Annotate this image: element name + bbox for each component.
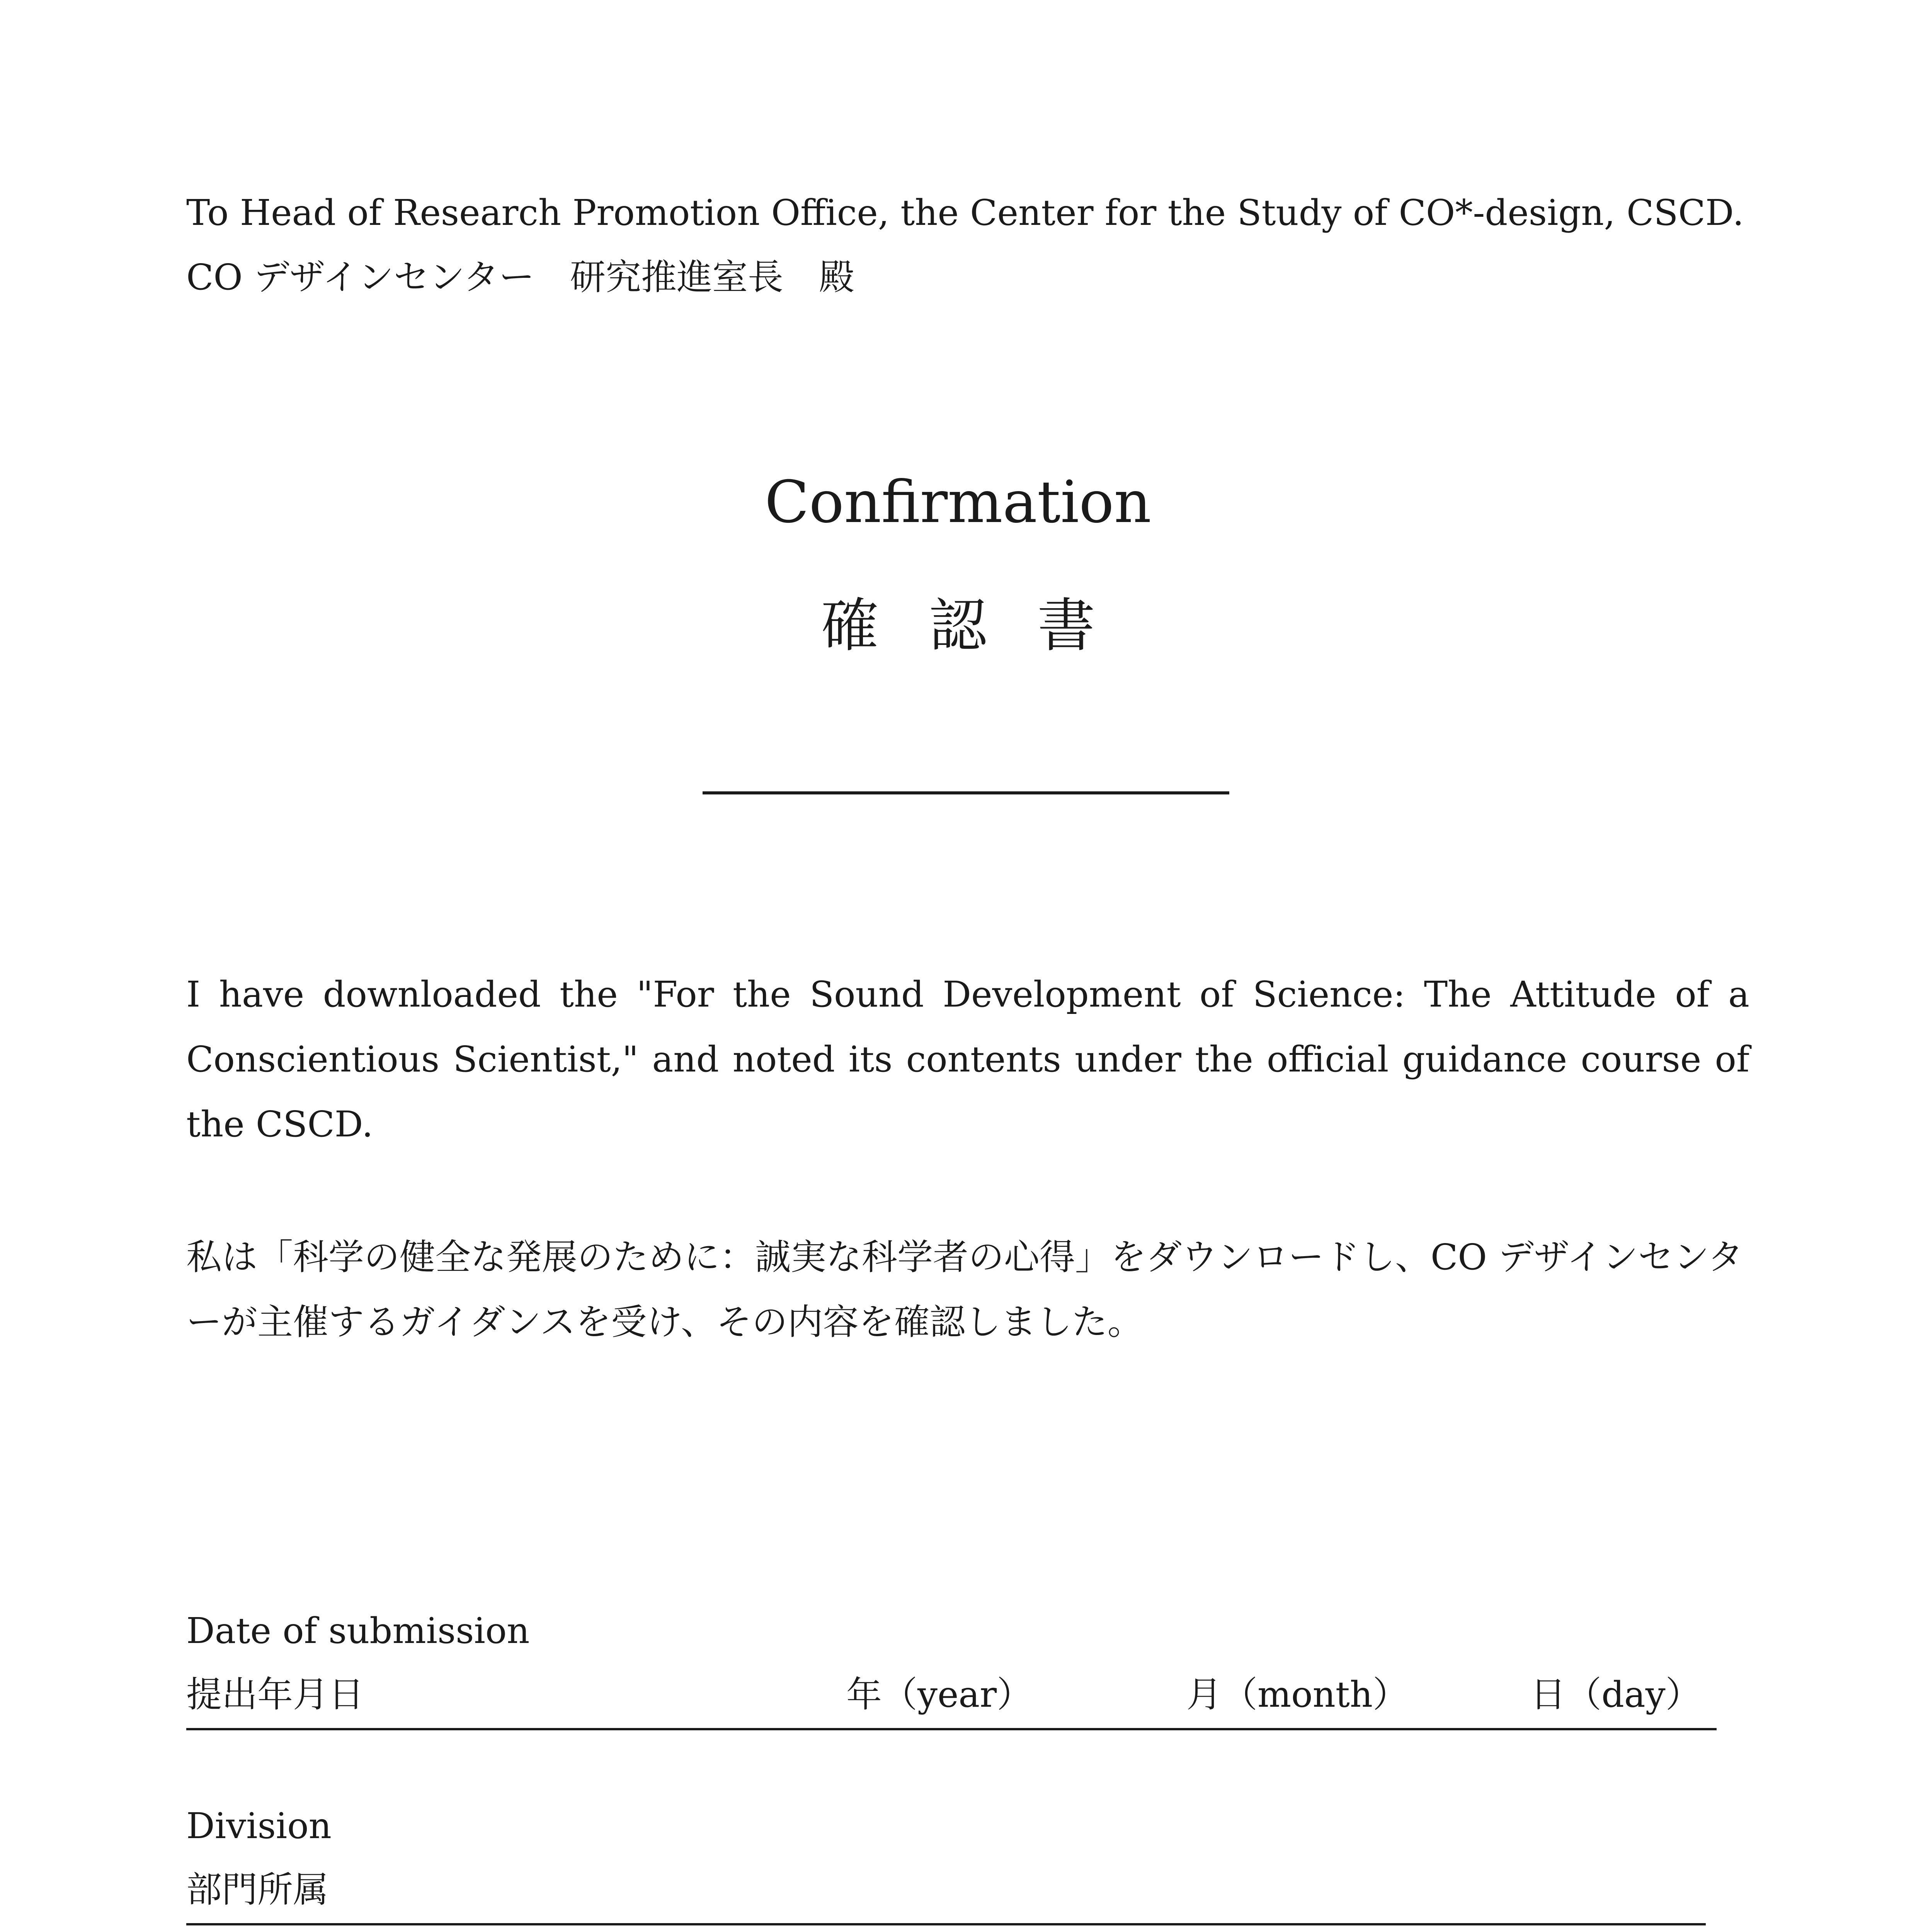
date-of-submission-label: Date of submission xyxy=(186,1610,530,1651)
date-month-label: 月（month） xyxy=(1186,1674,1409,1715)
statement-en: I have downloaded the "For the Sound Development of Science: The Attitude of a Conscientious Scientist," and noted its contents under the official guidance course of the CSCD. xyxy=(186,974,1749,1145)
date-of-submission-label-ja: 提出年月日 xyxy=(186,1674,364,1715)
date-year-label: 年（year） xyxy=(846,1674,1033,1715)
recipient-address-ja: CO デザインセンター 研究推進室長 殿 xyxy=(186,257,854,298)
document-title-en: Confirmation xyxy=(764,469,1152,536)
document-title-ja: 確認書 xyxy=(820,592,1145,660)
recipient-address-en: To Head of Research Promotion Office, the Center for the Study of CO*-design, CSCD. xyxy=(186,192,1744,233)
date-day-label: 日（day） xyxy=(1530,1674,1701,1715)
division-field[interactable] xyxy=(186,1923,1706,1925)
date-of-submission-field[interactable] xyxy=(186,1728,1717,1730)
statement-ja: 私は「科学の健全な発展のために：誠実な科学者の心得」をダウンロードし、CO デザインセンターが主催するガイダンスを受け、その内容を確認しました。 xyxy=(186,1236,1743,1343)
division-label-ja: 部門所属 xyxy=(186,1869,329,1910)
division-label: Division xyxy=(186,1805,332,1847)
title-underline xyxy=(703,791,1229,794)
